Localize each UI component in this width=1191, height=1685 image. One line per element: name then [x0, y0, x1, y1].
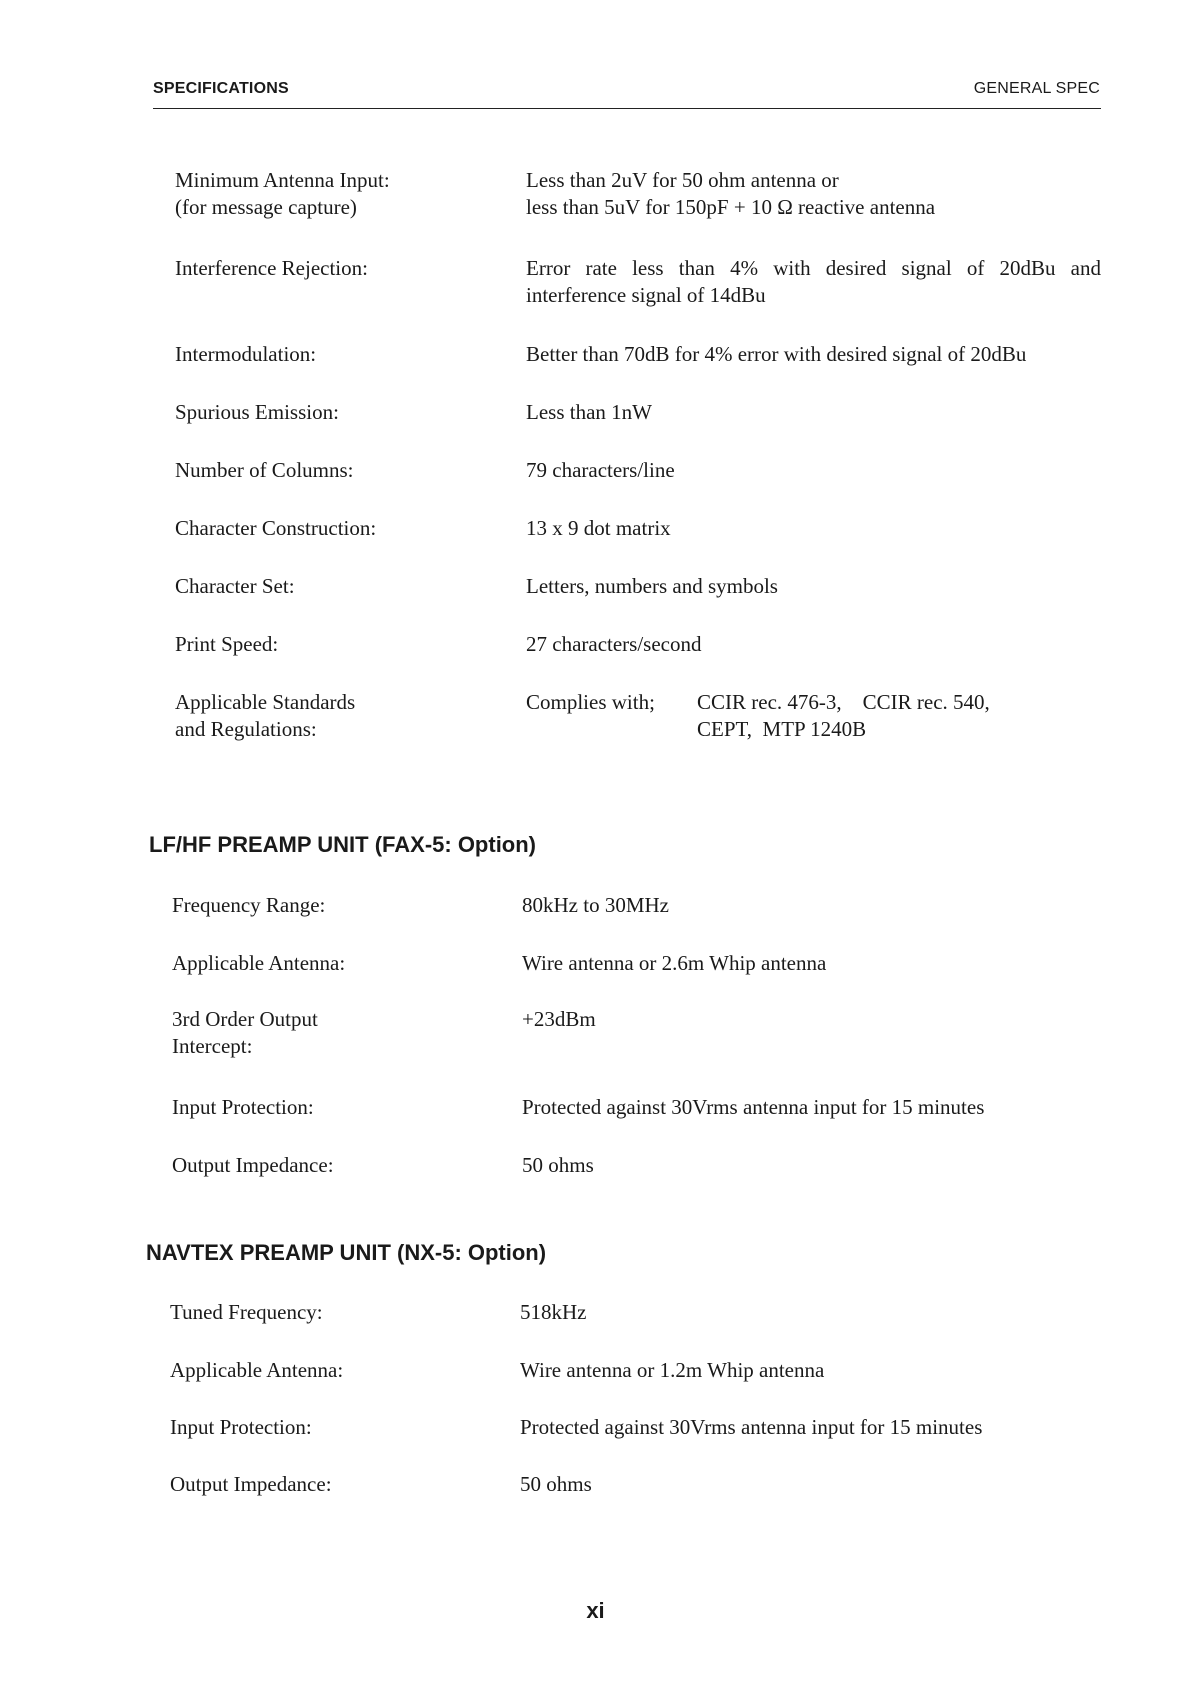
spec-label	[172, 892, 502, 919]
spec-label	[170, 1299, 500, 1326]
spec-label-line: Character Set:	[175, 574, 295, 598]
spec-value-line: less than 5uV for 150pF + 10 Ω reactive antenna	[526, 195, 936, 219]
spec-label-line: Tuned Frequency:	[170, 1300, 323, 1324]
spec-value-line: Less than 1nW	[526, 400, 652, 424]
spec-label	[175, 689, 505, 743]
spec-value	[526, 515, 1101, 542]
spec-label	[172, 1006, 502, 1060]
spec-label	[170, 1471, 500, 1498]
spec-label	[175, 255, 505, 282]
spec-label	[170, 1414, 500, 1441]
compliance-lead: Complies with;	[526, 690, 655, 714]
spec-label	[175, 457, 505, 484]
spec-value	[520, 1299, 1095, 1326]
spec-label-line: Frequency Range:	[172, 893, 326, 917]
spec-label	[175, 167, 505, 221]
running-header-right: GENERAL SPEC	[973, 80, 1100, 97]
spec-label	[172, 1094, 502, 1121]
spec-value: Error rate less than 4% with desired signal of 20dBu and interference signal of 14dBu	[526, 256, 1101, 307]
spec-value-line: Wire antenna or 1.2m Whip antenna	[520, 1358, 825, 1382]
spec-value	[522, 1006, 1097, 1033]
spec-label-line: Spurious Emission:	[175, 400, 339, 424]
spec-value	[526, 631, 1101, 658]
spec-label-line: Output Impedance:	[172, 1153, 334, 1177]
spec-value-line: Letters, numbers and symbols	[526, 574, 778, 598]
spec-value	[520, 1471, 1095, 1498]
spec-value	[522, 950, 1097, 977]
spec-label	[175, 573, 505, 600]
spec-label-line: Applicable Standards	[175, 690, 356, 714]
spec-label	[170, 1357, 500, 1384]
spec-value-line: CCIR rec. 476-3, CCIR rec. 540,	[697, 690, 990, 714]
spec-label-line: and Regulations:	[175, 717, 317, 741]
spec-value	[522, 1152, 1097, 1179]
spec-label-line: (for message capture)	[175, 195, 357, 219]
spec-value-line: 518kHz	[520, 1300, 587, 1324]
spec-label	[172, 950, 502, 977]
spec-label-line: Number of Columns:	[175, 458, 354, 482]
spec-value-line: 79 characters/line	[526, 458, 675, 482]
spec-value	[526, 341, 1101, 368]
spec-value	[526, 573, 1101, 600]
spec-label-line: Minimum Antenna Input:	[175, 168, 390, 192]
spec-label	[175, 399, 505, 426]
spec-label-line: Intercept:	[172, 1034, 253, 1058]
spec-value-line: 27 characters/second	[526, 632, 702, 656]
spec-value	[520, 1357, 1095, 1384]
spec-value-line: Less than 2uV for 50 ohm antenna or	[526, 168, 839, 192]
spec-value	[526, 399, 1101, 426]
spec-label-line: 3rd Order Output	[172, 1007, 318, 1031]
spec-value-line: Protected against 30Vrms antenna input for 15 minutes	[522, 1095, 985, 1119]
spec-value-line: Wire antenna or 2.6m Whip antenna	[522, 951, 827, 975]
spec-value	[526, 167, 1101, 221]
section-heading-navtex-preamp: NAVTEX PREAMP UNIT (NX-5: Option)	[146, 1240, 547, 1265]
spec-value-line: Better than 70dB for 4% error with desired signal of 20dBu	[526, 342, 1027, 366]
spec-label-line: Input Protection:	[170, 1415, 312, 1439]
section-heading-lfhf-preamp: LF/HF PREAMP UNIT (FAX-5: Option)	[149, 832, 537, 857]
spec-label	[175, 631, 505, 658]
spec-value	[522, 892, 1097, 919]
spec-value	[520, 1414, 1095, 1441]
spec-label-line: Intermodulation:	[175, 342, 317, 366]
spec-label-line: Interference Rejection:	[175, 256, 368, 280]
page-number: xi	[586, 1598, 605, 1623]
compliance-list	[697, 689, 990, 743]
spec-value	[526, 457, 1101, 484]
spec-label-line: Print Speed:	[175, 632, 279, 656]
spec-value	[522, 1094, 1097, 1121]
spec-value-line: 80kHz to 30MHz	[522, 893, 669, 917]
spec-value-line: Protected against 30Vrms antenna input for 15 minutes	[520, 1415, 983, 1439]
spec-value-line: CEPT, MTP 1240B	[697, 717, 867, 741]
spec-label-line: Output Impedance:	[170, 1472, 332, 1496]
spec-label-line: Applicable Antenna:	[170, 1358, 344, 1382]
spec-label-line: Character Construction:	[175, 516, 377, 540]
spec-value-line: 50 ohms	[522, 1153, 594, 1177]
spec-label	[175, 341, 505, 368]
spec-label	[172, 1152, 502, 1179]
spec-label-line: Applicable Antenna:	[172, 951, 346, 975]
spec-value-line: +23dBm	[522, 1007, 596, 1031]
spec-label	[175, 515, 505, 542]
header-divider	[153, 108, 1101, 109]
running-header-left: SPECIFICATIONS	[153, 80, 289, 97]
spec-label-line: Input Protection:	[172, 1095, 314, 1119]
spec-value-line: 50 ohms	[520, 1472, 592, 1496]
spec-value-line: 13 x 9 dot matrix	[526, 516, 671, 540]
